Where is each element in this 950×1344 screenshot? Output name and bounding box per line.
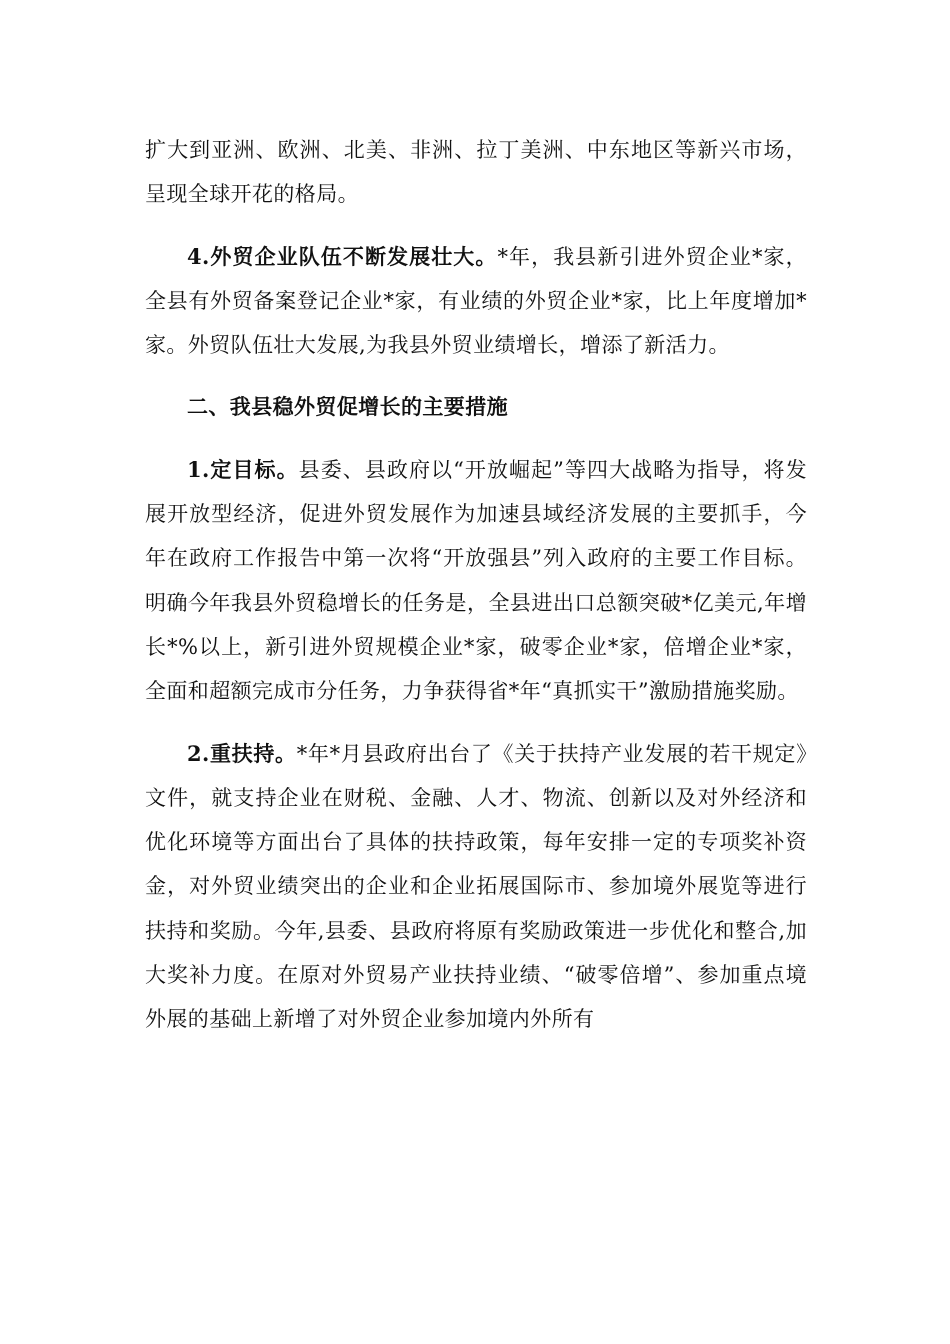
document-page (145, 128, 807, 1060)
paragraph-text: *年，我县新引进外贸企业*家，全县有外贸备案登记企业*家，有业绩的外贸企业*家，比上年度增加*家。外贸队伍壮大发展,为我县外贸业绩增长，增添了新活力。 (145, 244, 808, 358)
section-heading: 二、我县稳外贸促增长的主要措施 (187, 394, 508, 420)
paragraph-continuation (145, 128, 807, 217)
paragraph-text: *年*月县政府出台了《关于扶持产业发展的若干规定》文件，就支持企业在财税、金融、人才、物流、创新以及对外经济和优化环境等方面出台了具体的扶持政策，每年安排一定的专项奖补资金，对外贸业绩突出的企业和企业拓展国际市、参加境外展览等进行扶持和奖励。今年,县委、县政府将原有奖励政策进一步优化和整合,加大奖补力度。在原对外贸易产业扶持业绩、“破零倍增”、参加重点境外展的基础上新增了对外贸企业参加境内外所有 (145, 741, 807, 1032)
paragraph-text: 县委、县政府以“开放崛起”等四大战略为指导，将发展开放型经济，促进外贸发展作为加速县域经济发展的主要抓手，今年在政府工作报告中第一次将“开放强县”列入政府的主要工作目标。明确今年我县外贸稳增长的任务是，全县进出口总额突破*亿美元,年增长*%以上，新引进外贸规模企业*家，破零企业*家，倍增企业*家，全面和超额完成市分任务，力争获得省*年“真抓实干”激励措施奖励。 (145, 457, 807, 704)
paragraph-set-targets (145, 448, 807, 714)
paragraph-lead: 4.外贸企业队伍不断发展壮大。 (187, 243, 498, 269)
paragraph-support (145, 732, 807, 1042)
paragraph-foreign-trade-enterprises (145, 235, 807, 368)
paragraph-lead: 1.定目标。 (187, 456, 299, 482)
paragraph-text: 扩大到亚洲、欧洲、北美、非洲、拉丁美洲、中东地区等新兴市场，呈现全球开花的格局。 (145, 138, 807, 207)
paragraph-lead: 2.重扶持。 (187, 740, 297, 766)
